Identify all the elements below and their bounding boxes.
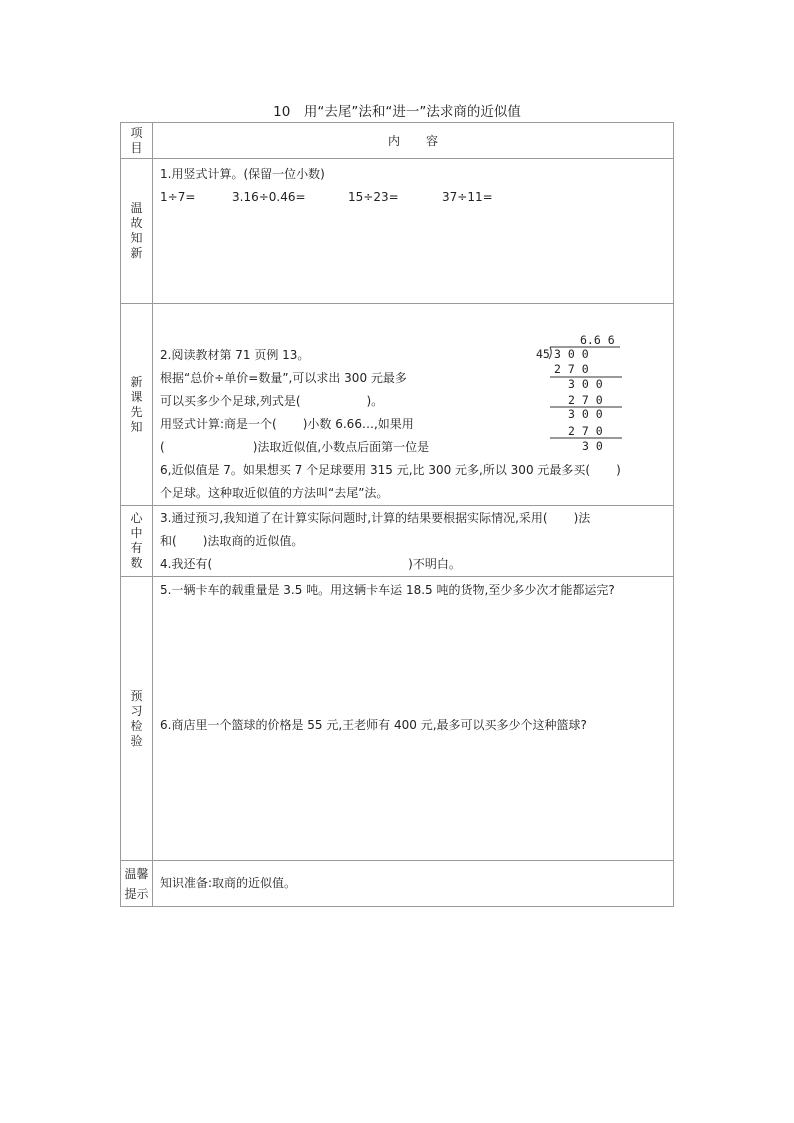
q2-line-3b: )。 [366, 394, 384, 408]
division-divisor: 45 [536, 347, 550, 361]
reflection-label: 心中有数 [130, 511, 143, 570]
division-step-3: 2 7 0 [568, 393, 603, 407]
header-content-cell [153, 123, 674, 159]
calc-item-2: 3.16÷0.46= [232, 190, 306, 204]
q2-line-7: 个足球。这种取近似值的方法叫“去尾”法。 [160, 486, 389, 500]
calc-item-3: 15÷23= [348, 190, 399, 204]
tip-label: 温馨提示 [124, 866, 149, 901]
q2-line-6b: ) [616, 463, 621, 477]
new-lesson-label: 新课先知 [130, 374, 143, 434]
check-label: 预习检验 [130, 688, 143, 748]
new-lesson-content-cell [153, 304, 674, 506]
page-title: 10 用“去尾”法和“进一”法求商的近似值 [273, 104, 521, 120]
check-content-cell [153, 577, 674, 861]
division-remainder: 3 0 [582, 439, 603, 453]
calc-item-1: 1÷7= [160, 190, 196, 204]
q2-line-4a: 用竖式计算:商是一个( [160, 417, 277, 431]
worksheet-table [120, 122, 674, 907]
q2-line-6a: 6,近似值是 7。如果想买 7 个足球要用 315 元,比 300 元多,所以 300 元最多买( [160, 463, 591, 477]
q4-line-a: 4.我还有( [160, 557, 213, 571]
review-content-cell [153, 159, 674, 304]
review-label: 温故知新 [130, 201, 143, 260]
q2-line-2: 根据“总价÷单价=数量”,可以求出 300 元最多 [160, 371, 407, 385]
q2-line-3a: 可以买多少个足球,列式是( [160, 394, 301, 408]
q2-line-5b: )法取近似值,小数点后面第一位是 [252, 440, 430, 454]
tip-label-cell [121, 861, 153, 907]
q1-items [160, 186, 667, 209]
q3-line-2a: 和( [160, 534, 177, 548]
long-division [498, 334, 648, 464]
header-content-b: 容 [426, 134, 439, 148]
calc-item-4: 37÷11= [442, 190, 493, 204]
q4-line-b: )不明白。 [408, 557, 461, 571]
check-row [121, 577, 674, 861]
header-row [121, 123, 674, 159]
q3-line-1 [160, 507, 667, 530]
check-label-cell [121, 577, 153, 861]
division-dividend: 3 0 0 [554, 347, 589, 361]
q3-line-2b: )法取商的近似值。 [202, 534, 304, 548]
q6-problem: 6.商店里一个篮球的价格是 55 元,王老师有 400 元,最多可以买多少个这种篮球? [160, 718, 587, 732]
division-step-1: 2 7 0 [554, 362, 589, 376]
division-quotient: 6.6 6 [580, 334, 615, 347]
q1-instruction: 1.用竖式计算。(保留一位小数) [160, 167, 325, 181]
tip-content: 知识准备:取商的近似值。 [160, 876, 297, 890]
q3-line-2 [160, 530, 667, 553]
header-label: 项目 [130, 125, 143, 155]
q2-line-5a: ( [160, 440, 165, 454]
tip-content-cell [153, 861, 674, 907]
q2-line-1: 2.阅读教材第 71 页例 13。 [160, 348, 310, 362]
review-row [121, 159, 674, 304]
q3-line-1b: )法 [573, 511, 591, 525]
q3-line-1a: 3.通过预习,我知道了在计算实际问题时,计算的结果要根据实际情况,采用( [160, 511, 548, 525]
review-label-cell [121, 159, 153, 304]
q4-line [160, 553, 667, 576]
q2-line-4b: )小数 6.66…,如果用 [302, 417, 414, 431]
header-content-a: 内 [387, 134, 400, 148]
new-lesson-label-cell [121, 304, 153, 506]
q5-problem: 5.一辆卡车的载重量是 3.5 吨。用这辆卡车运 18.5 吨的货物,至少多少次才能都运完? [160, 583, 615, 597]
division-step-4: 3 0 0 [568, 407, 603, 421]
reflection-row [121, 506, 674, 577]
header-label-cell [121, 123, 153, 159]
tip-row [121, 861, 674, 907]
reflection-label-cell [121, 506, 153, 577]
division-step-2: 3 0 0 [568, 377, 603, 391]
division-step-5: 2 7 0 [568, 424, 603, 438]
new-lesson-row [121, 304, 674, 506]
reflection-content-cell [153, 506, 674, 577]
